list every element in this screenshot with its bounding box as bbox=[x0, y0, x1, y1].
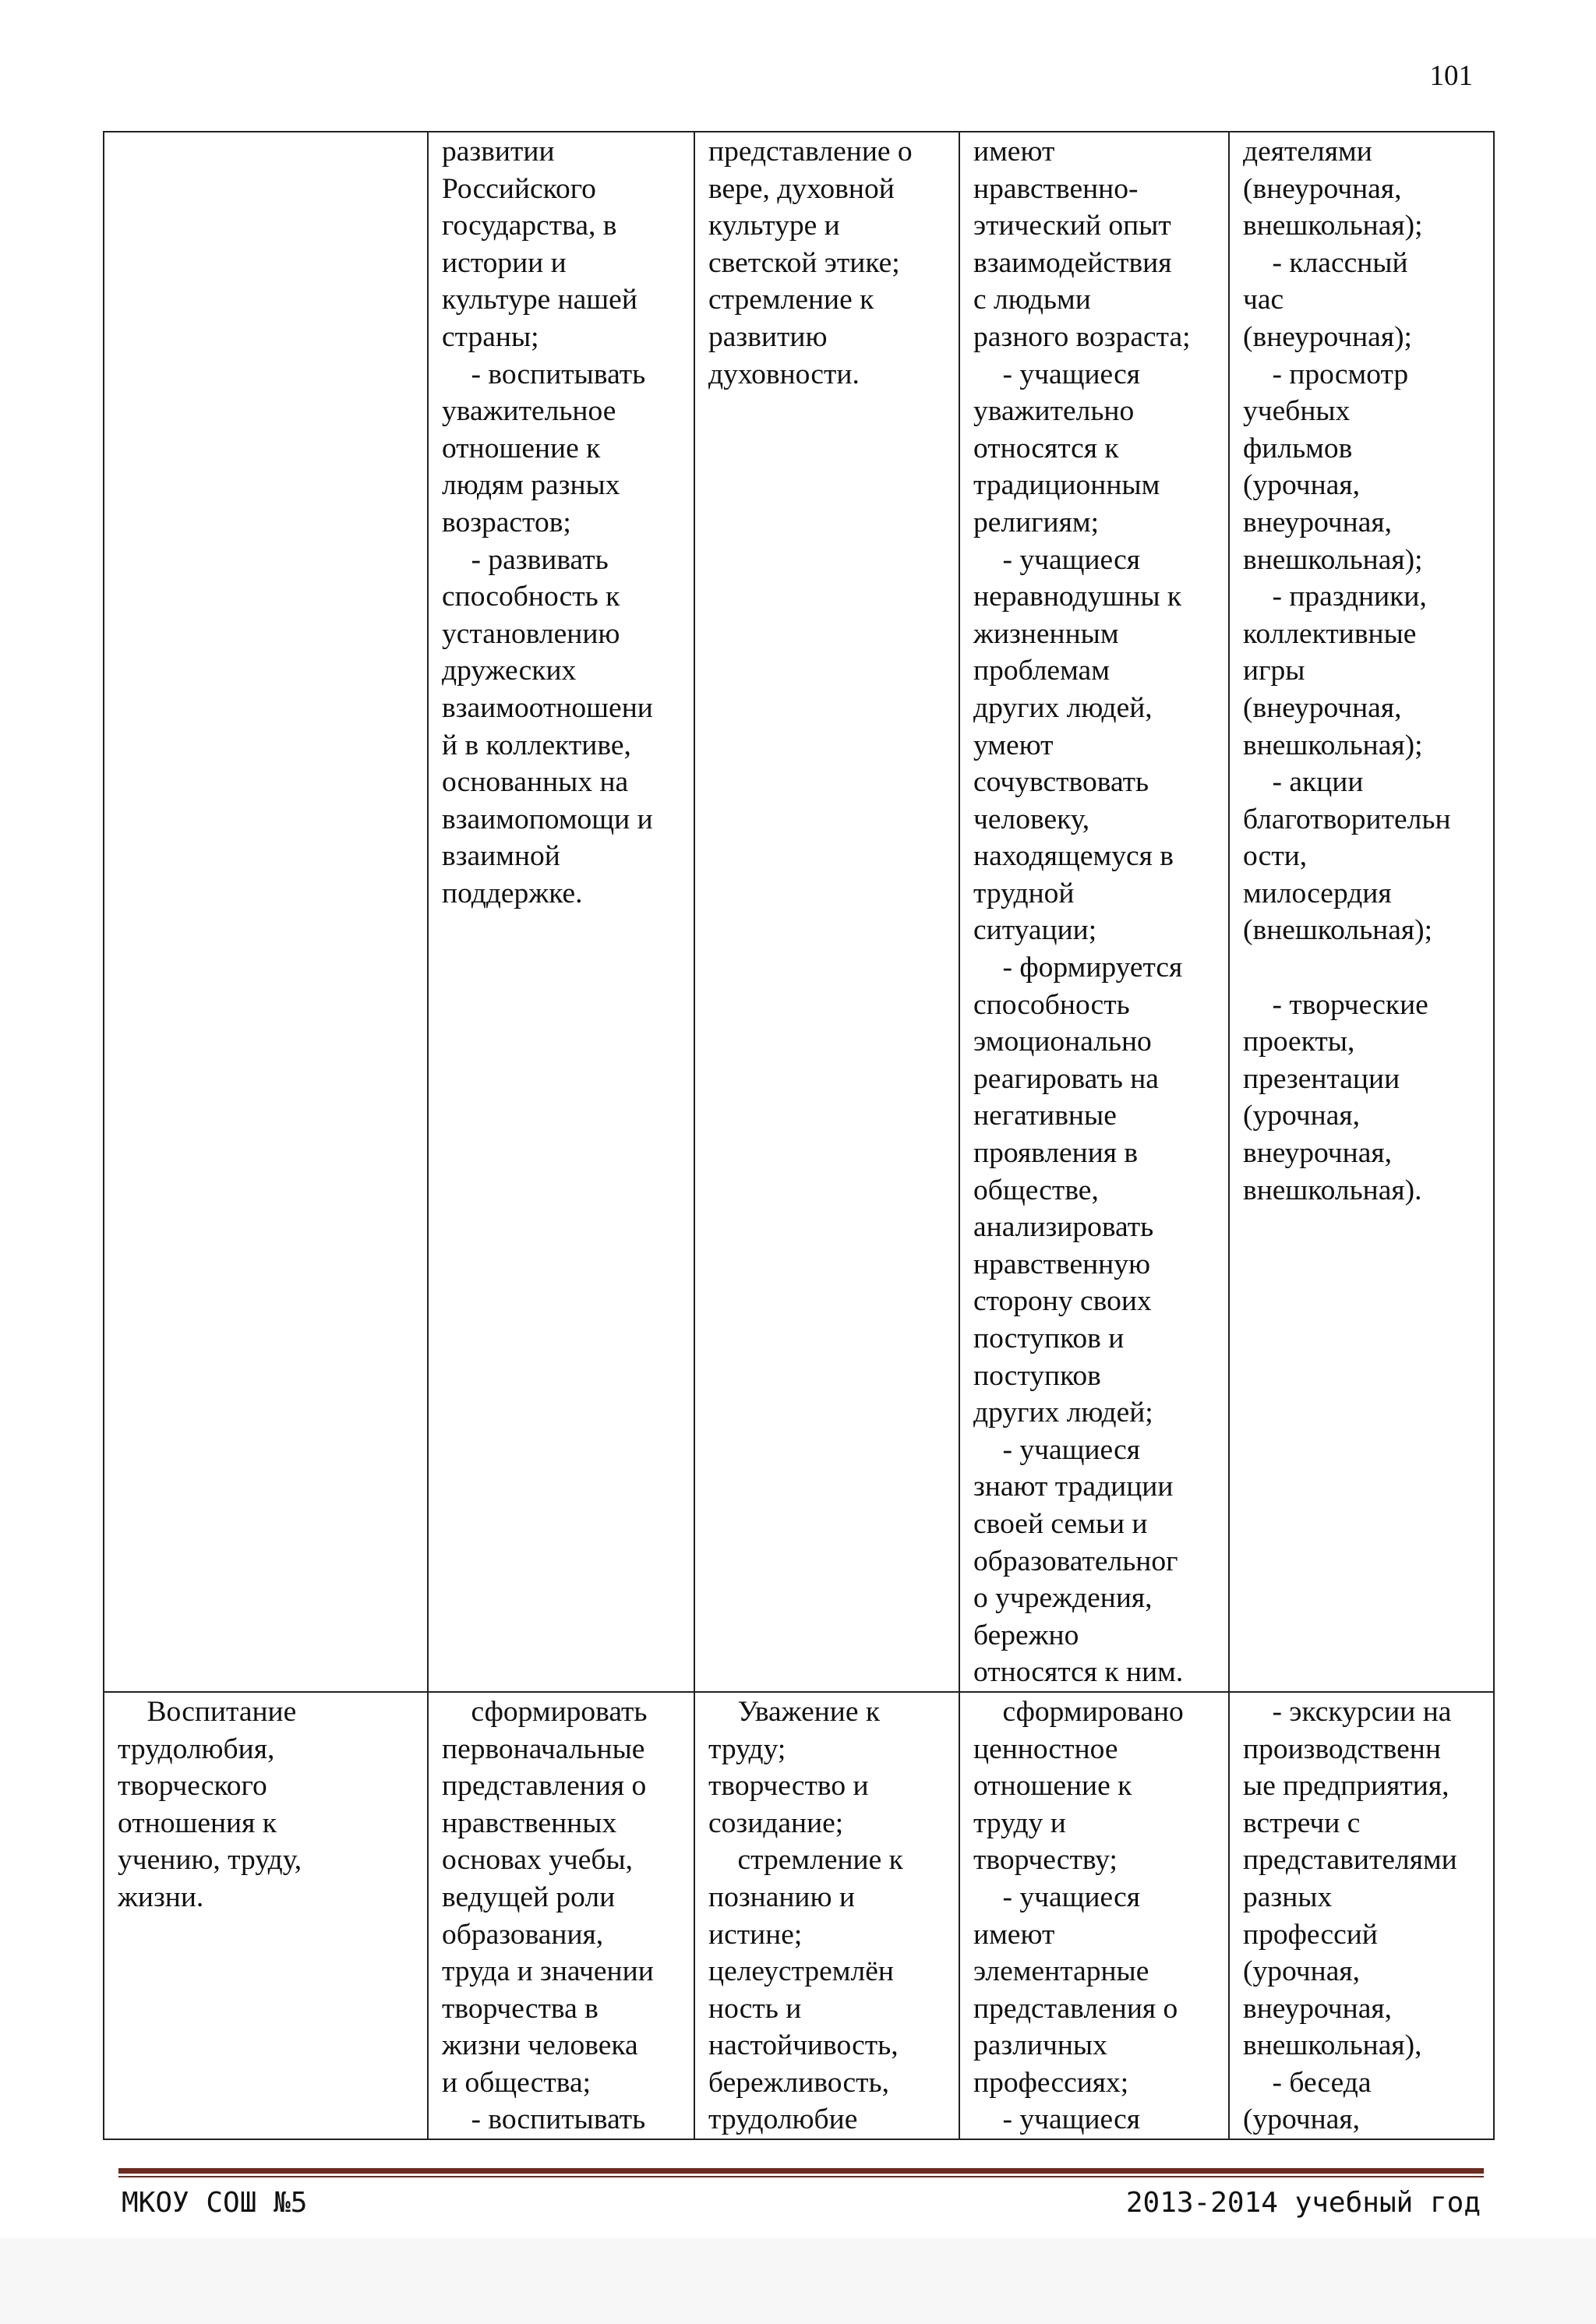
table-cell-tasks: развитии Российского государства, в истории и культуре нашей страны; - воспитывать уважительное отношение к людям разных возрастов; - развивать способность к установлению дружеских взаимоотношени й в коллективе, основанных на взаимопомощи и взаимной поддержке. bbox=[428, 132, 694, 1692]
page-number: 101 bbox=[1429, 60, 1473, 92]
table-cell-goal: Воспитание трудолюбия, творческого отношения к учению, труду, жизни. bbox=[104, 1692, 428, 2139]
table-cell-results: имеют нравственно- этический опыт взаимодействия с людьми разного возраста; - учащиеся уважительно относятся к традиционным религиям; - учащиеся неравнодушны к жизненным проблемам других людей, умеют сочувствовать человеку, находящемуся в трудной ситуации; - формируется способность эмоционально реагировать на негативные проявления в обществе, анализировать нравственную сторону своих поступков и поступков других людей; - учащиеся знают традиции своей семьи и образовательног о учреждения, бережно относятся к ним. bbox=[959, 132, 1229, 1692]
table-cell-activities: деятелями (внеурочная, внешкольная); - классный час (внеурочная); - просмотр учебных фильмов (урочная, внеурочная, внешкольная); - праздники, коллективные игры (внеурочная, внешкольная); - акции благотворительн ости, милосердия (внешкольная); - творческие проекты, презентации (урочная, внеурочная, внешкольная). bbox=[1229, 132, 1494, 1692]
table-row bbox=[104, 132, 1494, 1692]
table-cell-goal bbox=[104, 132, 428, 1692]
table-cell-tasks: сформировать первоначальные представления о нравственных основах учебы, ведущей роли образования, труда и значении творчества в жизни человека и общества; - воспитывать bbox=[428, 1692, 694, 2139]
table-cell-values: представление о вере, духовной культуре и светской этике; стремление к развитию духовности. bbox=[694, 132, 959, 1692]
table-row bbox=[104, 1692, 1494, 2139]
content-table bbox=[103, 131, 1495, 2140]
footer-academic-year: 2013-2014 учебный год bbox=[1125, 2187, 1481, 2219]
footer-school-name: МКОУ СОШ №5 bbox=[122, 2187, 308, 2219]
footer-rule-thin bbox=[118, 2176, 1484, 2177]
table-cell-activities: - экскурсии на производственн ые предприятия, встречи с представителями разных профессий (урочная, внеурочная, внешкольная), - беседа (урочная, bbox=[1229, 1692, 1494, 2139]
table-cell-values: Уважение к труду; творчество и созидание; стремление к познанию и истине; целеустремлён ность и настойчивость, бережливость, трудолюбие bbox=[694, 1692, 959, 2139]
page-bottom-band bbox=[0, 2238, 1596, 2324]
footer-rule-thick bbox=[118, 2168, 1484, 2174]
table-cell-results: сформировано ценностное отношение к труду и творчеству; - учащиеся имеют элементарные представления о различных профессиях; - учащиеся bbox=[959, 1692, 1229, 2139]
